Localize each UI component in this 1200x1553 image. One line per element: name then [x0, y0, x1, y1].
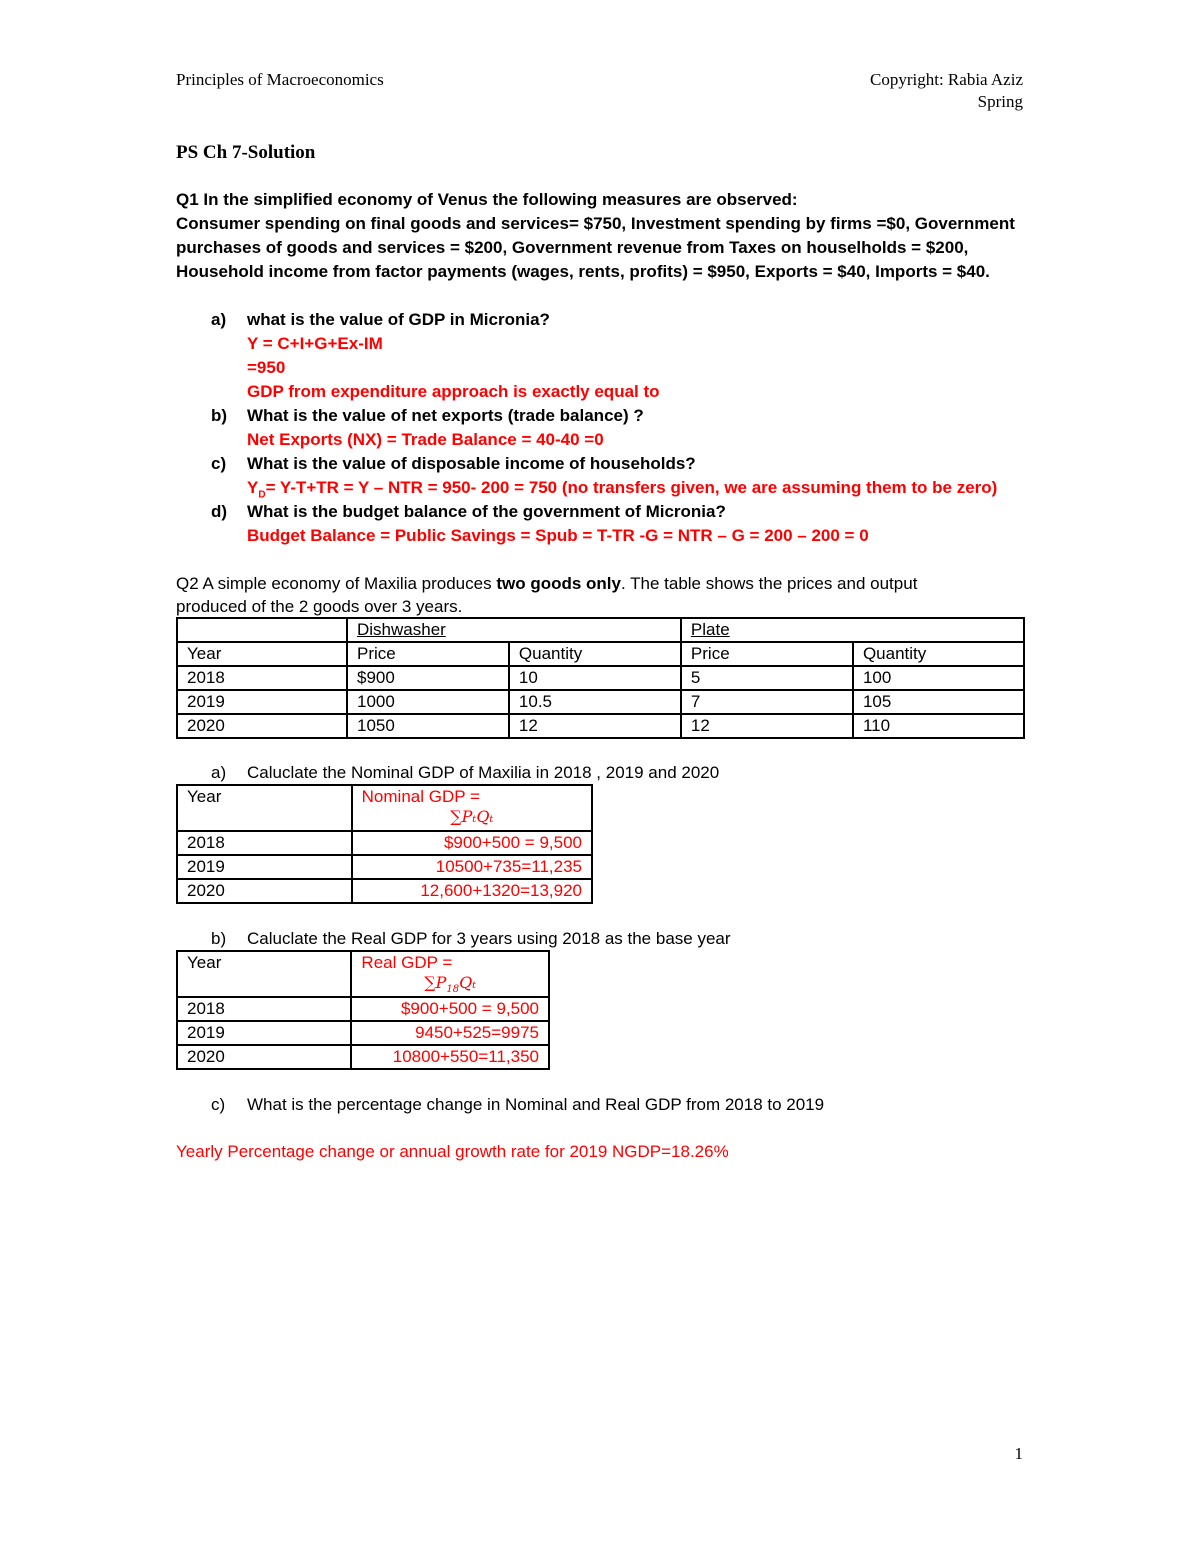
table-row [177, 785, 592, 831]
table-cell: 1050 [347, 714, 509, 738]
table-row [177, 666, 1024, 690]
plate-label: Plate [690, 620, 730, 639]
table-cell: 12 [509, 714, 681, 738]
q1b-answer: Net Exports (NX) = Trade Balance = 40-40 =0 [247, 430, 604, 449]
header-right: Copyright: Rabia Aziz [870, 70, 1023, 89]
table-cell: 10800+550=11,350 [351, 1045, 549, 1069]
real-gdp-label: Real GDP = [361, 953, 453, 972]
table-cell: $900+500 = 9,500 [351, 997, 549, 1021]
q1d-answer: Budget Balance = Public Savings = Spub = T-TR -G = NTR – G = 200 – 200 = 0 [247, 526, 869, 545]
q2-intro-pre: Q2 A simple economy of Maxilia produces [176, 574, 497, 593]
real-gdp-header [351, 951, 549, 997]
table-row [177, 618, 1024, 642]
table-header: Year [177, 951, 351, 997]
plate-header [681, 618, 1024, 642]
q2a-label: a) [211, 763, 227, 782]
q2c-label: c) [211, 1095, 226, 1114]
table-cell: 2019 [177, 855, 352, 879]
table-cell: 100 [853, 666, 1024, 690]
table-cell: 2019 [177, 1021, 351, 1045]
q2c-answer: Yearly Percentage change or annual growth rate for 2019 NGDP=18.26% [176, 1142, 729, 1161]
real-gdp-formula [361, 973, 539, 995]
q1b-question [211, 406, 644, 426]
q1c-answer-sub: D [258, 489, 266, 501]
q1c-answer-rest: = Y-T+TR = Y – NTR = 950- 200 = 750 (no transfers given, we are assuming them to be zero) [265, 478, 998, 497]
table-cell: 2018 [177, 831, 352, 855]
table-cell: 2020 [177, 714, 347, 738]
q1-line: Consumer spending on final goods and services= $750, Investment spending by firms =$0, Government [176, 214, 1015, 233]
q2-intro-bold: two goods only [496, 574, 621, 593]
table-cell: 10.5 [509, 690, 681, 714]
table-row [177, 855, 592, 879]
q1b-text: What is the value of net exports (trade balance) ? [247, 406, 644, 425]
table-cell: 5 [681, 666, 853, 690]
real-gdp-formula-main: ∑P [424, 973, 447, 992]
table-header: Year [177, 785, 352, 831]
dishwasher-header [347, 618, 681, 642]
table-cell: 12 [681, 714, 853, 738]
table-header: Quantity [509, 642, 681, 666]
nominal-gdp-header [352, 785, 592, 831]
table-cell: 10 [509, 666, 681, 690]
q1c-question [211, 454, 696, 474]
q1d-label: d) [211, 502, 228, 521]
q1a-label: a) [211, 310, 227, 329]
table-row [177, 951, 549, 997]
table-cell: 2018 [177, 666, 347, 690]
header-left: Principles of Macroeconomics [176, 70, 384, 89]
q2-intro-post: . The table shows the prices and output [620, 574, 918, 593]
q1d-question [211, 502, 726, 522]
q1b-label: b) [211, 406, 228, 425]
table-row [177, 642, 1024, 666]
header-right-2: Spring [977, 92, 1023, 111]
real-gdp-formula-tail: Qₜ [459, 973, 477, 992]
table-cell: 110 [853, 714, 1024, 738]
q1a-answer-2: =950 [247, 358, 286, 377]
q1d-text: What is the budget balance of the government of Micronia? [247, 502, 726, 521]
table-cell: 10500+735=11,235 [352, 855, 592, 879]
table-cell: 7 [681, 690, 853, 714]
q2b-label: b) [211, 929, 227, 948]
nominal-gdp-formula: ∑PₜQₜ [450, 807, 494, 826]
q1-line: purchases of goods and services = $200, Government revenue from Taxes on houselholds = $200, [176, 238, 969, 257]
table-cell: 2019 [177, 690, 347, 714]
table-cell: 105 [853, 690, 1024, 714]
goods-table [176, 617, 1025, 739]
table-cell: $900+500 = 9,500 [352, 831, 592, 855]
q1c-text: What is the value of disposable income of households? [247, 454, 696, 473]
table-row [177, 690, 1024, 714]
table-cell: $900 [347, 666, 509, 690]
q1a-text: what is the value of GDP in Micronia? [247, 310, 550, 329]
nominal-gdp-table [176, 784, 593, 904]
table-cell: 2020 [177, 879, 352, 903]
real-gdp-formula-sub: 18 [446, 984, 460, 996]
page-number: 1 [1014, 1444, 1023, 1463]
table-header: Year [177, 642, 347, 666]
table-cell: 12,600+1320=13,920 [352, 879, 592, 903]
q1-line: Household income from factor payments (wages, rents, profits) = $950, Exports = $40, Imports = $40. [176, 262, 990, 281]
q1c-answer-y: Y [247, 478, 259, 497]
page-title: PS Ch 7-Solution [176, 142, 316, 163]
table-cell: 9450+525=9975 [351, 1021, 549, 1045]
q2b-text: Caluclate the Real GDP for 3 years using 2018 as the base year [247, 929, 731, 948]
real-gdp-table [176, 950, 550, 1070]
q2-intro [176, 574, 917, 594]
q1-intro: Q1 In the simplified economy of Venus the following measures are observed: [176, 190, 798, 209]
table-row [177, 879, 592, 903]
table-row [177, 831, 592, 855]
dishwasher-label: Dishwasher [357, 620, 446, 639]
q1a-question [211, 310, 550, 330]
q1a-answer-1: Y = C+I+G+Ex-IM [247, 334, 383, 353]
table-header: Price [347, 642, 509, 666]
table-row [177, 1021, 549, 1045]
table-header: Quantity [853, 642, 1024, 666]
table-header: Price [681, 642, 853, 666]
q2a-question [211, 763, 719, 783]
table-cell: 1000 [347, 690, 509, 714]
table-row [177, 997, 549, 1021]
nominal-gdp-label: Nominal GDP = [361, 787, 480, 806]
q2-intro-line2: produced of the 2 goods over 3 years. [176, 597, 463, 616]
q2c-question [211, 1095, 824, 1115]
table-cell: 2020 [177, 1045, 351, 1069]
table-row [177, 1045, 549, 1069]
q2c-text: What is the percentage change in Nominal and Real GDP from 2018 to 2019 [247, 1095, 825, 1114]
q2b-question [211, 929, 731, 949]
table-cell [177, 618, 347, 642]
table-cell: 2018 [177, 997, 351, 1021]
q2a-text: Caluclate the Nominal GDP of Maxilia in 2018 , 2019 and 2020 [247, 763, 720, 782]
q1c-answer [247, 478, 997, 500]
q1c-label: c) [211, 454, 227, 473]
table-row [177, 714, 1024, 738]
q1a-answer-3: GDP from expenditure approach is exactly equal to [247, 382, 660, 401]
